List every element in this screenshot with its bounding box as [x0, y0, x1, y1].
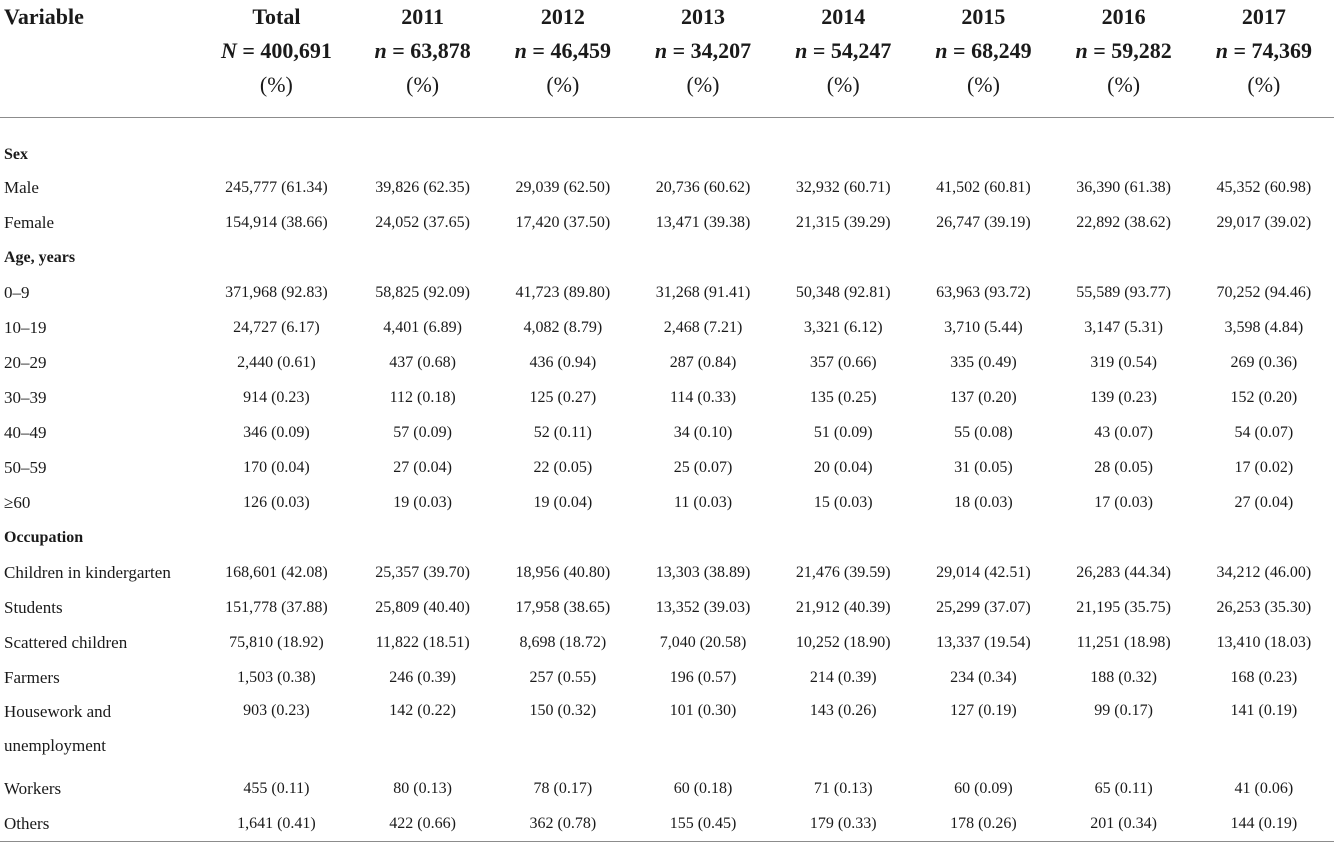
table-cell: 29,017 (39.02) [1216, 213, 1312, 231]
header-col-count [1194, 34, 1334, 68]
row-label: Workers [4, 778, 62, 798]
table-cell: 17,958 (38.65) [515, 598, 611, 616]
table-cell: 3,710 (5.44) [944, 318, 1023, 336]
table-cell: 155 (0.45) [633, 806, 773, 842]
table-cell: 357 (0.66) [809, 353, 877, 371]
table-cell: 25,357 (39.70) [375, 563, 470, 581]
table-row [0, 660, 1334, 695]
header-col-2012 [493, 0, 633, 118]
table-cell: 455 (0.11) [243, 779, 310, 797]
table-cell: 346 (0.09) [243, 423, 310, 441]
row-label: 50–59 [4, 457, 47, 477]
header-col-count [773, 34, 913, 68]
table-cell: 25 (0.07) [673, 458, 733, 476]
table-cell: 4,082 (8.79) [523, 318, 603, 336]
table-cell: 188 (0.32) [1090, 668, 1157, 686]
table-cell: 1,641 (0.41) [200, 806, 352, 842]
table-cell: 21,476 (39.59) [795, 563, 891, 581]
row-label: ≥60 [4, 492, 31, 512]
table-body [0, 118, 1334, 842]
table-cell: 71 (0.13) [813, 779, 873, 797]
table-cell: 11,822 (18.51) [375, 633, 470, 651]
table-cell: 21,912 (40.39) [795, 598, 891, 616]
table-cell: 63,963 (93.72) [936, 283, 1031, 301]
table-cell: 1,503 (0.38) [237, 668, 316, 686]
section-title: Age, years [4, 248, 76, 266]
table-cell: 41,502 (60.81) [936, 178, 1031, 196]
table-cell: 3,147 (5.31) [1084, 318, 1163, 336]
table-cell: 99 (0.17) [1094, 702, 1153, 719]
header-col-unit: (%) [259, 72, 293, 97]
table-cell: 201 (0.34) [1054, 806, 1194, 842]
header-col-unit: (%) [546, 72, 580, 97]
header-col-name: Total [252, 4, 301, 29]
row-label: Farmers [4, 667, 60, 687]
row-label: Others [0, 806, 200, 842]
table-cell: 914 (0.23) [243, 388, 310, 406]
header-col-2014 [773, 0, 913, 118]
table-cell: 178 (0.26) [913, 806, 1053, 842]
table-cell: 7,040 (20.58) [659, 633, 747, 651]
header-col-name: 2014 [821, 4, 866, 29]
section-title: Occupation [4, 528, 84, 546]
table-cell: 19 (0.03) [393, 493, 452, 511]
table-cell: 65 (0.11) [1094, 779, 1153, 797]
header-col-name: 2012 [540, 4, 585, 29]
table-cell: 152 (0.20) [1230, 388, 1298, 406]
table-cell: 144 (0.19) [1194, 806, 1334, 842]
table-cell: 3,598 (4.84) [1224, 318, 1304, 336]
table-cell: 27 (0.04) [393, 458, 452, 476]
row-label: Housework and unemployment [4, 702, 112, 755]
table-header [0, 0, 1334, 118]
table-cell: 25,809 (40.40) [375, 598, 470, 616]
header-col-count-symbol: n [374, 38, 387, 63]
table-cell: 29,014 (42.51) [936, 563, 1031, 581]
row-label: 40–49 [4, 422, 47, 442]
row-label: Scattered children [4, 632, 128, 652]
section-title: Sex [4, 146, 28, 163]
table-row [0, 590, 1334, 625]
table-cell: 24,727 (6.17) [233, 318, 320, 336]
section-row [0, 118, 1334, 171]
header-col-count [353, 34, 493, 68]
header-col-name: 2017 [1241, 4, 1286, 29]
table-cell: 28 (0.05) [1094, 458, 1153, 476]
header-col-count-value: = 68,249 [953, 38, 1032, 63]
table-cell: 80 (0.13) [393, 779, 452, 797]
header-col-unit: (%) [406, 72, 440, 97]
table-cell: 50,348 (92.81) [795, 283, 891, 301]
row-label: Male [4, 177, 39, 197]
table-cell: 57 (0.09) [393, 423, 452, 441]
table-cell: 11 (0.03) [673, 493, 733, 511]
table-cell: 24,052 (37.65) [375, 213, 470, 231]
table-cell: 11,251 (18.98) [1076, 633, 1171, 651]
header-col-count-value: = 34,207 [672, 38, 752, 63]
row-label: 10–19 [4, 317, 47, 337]
table-cell: 335 (0.49) [950, 353, 1017, 371]
table-cell: 29,039 (62.50) [515, 178, 611, 196]
table-cell: 141 (0.19) [1230, 702, 1298, 719]
header-col-count [1054, 34, 1194, 68]
header-col-unit: (%) [826, 72, 860, 97]
table-cell: 17 (0.03) [1094, 493, 1153, 511]
table-row [0, 450, 1334, 485]
header-col-count [913, 34, 1053, 68]
header-col-count-symbol: n [1075, 38, 1088, 63]
header-col-count-symbol: N [220, 38, 237, 63]
table-cell: 45,352 (60.98) [1216, 178, 1312, 196]
table-cell: 114 (0.33) [669, 388, 737, 406]
table-cell: 4,401 (6.89) [383, 318, 462, 336]
row-label: 0–9 [4, 282, 30, 302]
row-label: Children in kindergarten [4, 562, 171, 582]
row-label: 30–39 [4, 387, 47, 407]
table-row [0, 415, 1334, 450]
header-col-unit: (%) [686, 72, 720, 97]
table-cell: 13,303 (38.89) [655, 563, 751, 581]
header-col-count-value: = 63,878 [392, 38, 471, 63]
table-row [0, 380, 1334, 415]
table-row [0, 695, 1334, 771]
table-cell: 422 (0.66) [353, 806, 493, 842]
table-row [0, 806, 1334, 842]
header-col-count [493, 34, 633, 68]
table-row [0, 205, 1334, 240]
table-cell: 150 (0.32) [529, 702, 597, 719]
table-cell: 36,390 (61.38) [1076, 178, 1171, 196]
table-cell: 179 (0.33) [773, 806, 913, 842]
table-cell: 27 (0.04) [1234, 493, 1294, 511]
table-cell: 25,299 (37.07) [936, 598, 1031, 616]
table-cell: 362 (0.78) [493, 806, 633, 842]
header-col-unit: (%) [1247, 72, 1281, 97]
row-label: Students [4, 597, 63, 617]
header-col-count [200, 34, 352, 68]
table-cell: 41,723 (89.80) [515, 283, 611, 301]
table-cell: 8,698 (18.72) [519, 633, 607, 651]
table-cell: 22,892 (38.62) [1076, 213, 1171, 231]
table-cell: 13,471 (39.38) [655, 213, 751, 231]
header-row [0, 0, 1334, 118]
table-cell: 13,337 (19.54) [936, 633, 1031, 651]
row-label: Female [4, 212, 55, 232]
header-variable-label: Variable [4, 4, 84, 29]
table-cell: 18 (0.03) [954, 493, 1013, 511]
table-cell: 26,283 (44.34) [1076, 563, 1171, 581]
table-cell: 43 (0.07) [1094, 423, 1153, 441]
table-cell: 15 (0.03) [813, 493, 873, 511]
table-cell: 143 (0.26) [809, 702, 877, 719]
table-cell: 101 (0.30) [669, 702, 737, 719]
table-cell: 257 (0.55) [529, 668, 597, 686]
header-col-2011 [353, 0, 493, 118]
table-cell: 60 (0.18) [673, 779, 733, 797]
table-cell: 21,195 (35.75) [1076, 598, 1171, 616]
table-cell: 196 (0.57) [669, 668, 737, 686]
header-col-count-value: = 54,247 [812, 38, 892, 63]
table-cell: 245,777 (61.34) [225, 178, 328, 196]
row-label: 20–29 [4, 352, 47, 372]
table-cell: 26,253 (35.30) [1216, 598, 1312, 616]
header-col-unit: (%) [1107, 72, 1141, 97]
table-cell: 2,440 (0.61) [237, 353, 316, 371]
header-col-name: 2011 [401, 4, 445, 29]
table-cell: 371,968 (92.83) [225, 283, 328, 301]
table-row [0, 625, 1334, 660]
table-cell: 3,321 (6.12) [803, 318, 883, 336]
table-cell: 20 (0.04) [813, 458, 873, 476]
table-cell: 2,468 (7.21) [663, 318, 743, 336]
header-col-name: 2016 [1101, 4, 1146, 29]
table-row [0, 310, 1334, 345]
table-cell: 51 (0.09) [813, 423, 873, 441]
table-cell: 319 (0.54) [1090, 353, 1157, 371]
table-cell: 19 (0.04) [533, 493, 593, 511]
table-cell: 151,778 (37.88) [225, 598, 328, 616]
table-cell: 41 (0.06) [1234, 779, 1294, 797]
table-cell: 17 (0.02) [1234, 458, 1294, 476]
header-col-count-symbol: n [795, 38, 808, 63]
table-cell: 234 (0.34) [950, 668, 1017, 686]
table-cell: 20,736 (60.62) [655, 178, 751, 196]
table-cell: 52 (0.11) [533, 423, 592, 441]
table-cell: 58,825 (92.09) [375, 283, 470, 301]
table-cell: 135 (0.25) [809, 388, 877, 406]
table-cell: 55 (0.08) [954, 423, 1013, 441]
table-cell: 125 (0.27) [529, 388, 597, 406]
table-cell: 26,747 (39.19) [936, 213, 1031, 231]
table-cell: 34 (0.10) [673, 423, 733, 441]
header-col-count-symbol: n [935, 38, 948, 63]
table-row [0, 170, 1334, 205]
section-row [0, 240, 1334, 275]
table-cell: 39,826 (62.35) [375, 178, 470, 196]
header-col-2016 [1054, 0, 1194, 118]
table-cell: 17,420 (37.50) [515, 213, 611, 231]
header-col-count-symbol: n [1215, 38, 1228, 63]
table-cell: 142 (0.22) [389, 702, 456, 719]
table-cell: 31,268 (91.41) [655, 283, 751, 301]
table-row [0, 345, 1334, 380]
header-variable [0, 0, 200, 118]
table-cell: 903 (0.23) [243, 702, 310, 719]
table-cell: 75,810 (18.92) [229, 633, 324, 651]
table-row [0, 771, 1334, 806]
section-row [0, 520, 1334, 555]
table-cell: 32,932 (60.71) [795, 178, 891, 196]
table-cell: 154,914 (38.66) [225, 213, 328, 231]
header-col-2017 [1194, 0, 1334, 118]
table-cell: 139 (0.23) [1090, 388, 1157, 406]
table-cell: 170 (0.04) [243, 458, 310, 476]
table-cell: 55,589 (93.77) [1076, 283, 1171, 301]
table-cell: 21,315 (39.29) [795, 213, 891, 231]
header-col-count-value: = 400,691 [242, 38, 332, 63]
header-col-count [633, 34, 773, 68]
table-cell: 269 (0.36) [1230, 353, 1298, 371]
table-cell: 13,410 (18.03) [1216, 633, 1312, 651]
header-col-count-value: = 46,459 [532, 38, 611, 63]
header-col-name: 2013 [681, 4, 726, 29]
header-col-count-symbol: n [654, 38, 668, 63]
table-cell: 34,212 (46.00) [1216, 563, 1312, 581]
header-col-2015 [913, 0, 1053, 118]
table-cell: 70,252 (94.46) [1216, 283, 1312, 301]
header-col-count-value: = 59,282 [1093, 38, 1172, 63]
header-col-unit: (%) [966, 72, 1000, 97]
table-row [0, 555, 1334, 590]
header-col-2013 [633, 0, 773, 118]
table-cell: 246 (0.39) [389, 668, 456, 686]
table-cell: 54 (0.07) [1234, 423, 1294, 441]
table-cell: 18,956 (40.80) [515, 563, 611, 581]
table-cell: 168 (0.23) [1230, 668, 1298, 686]
table-cell: 31 (0.05) [954, 458, 1013, 476]
table-cell: 137 (0.20) [950, 388, 1017, 406]
header-col-total [200, 0, 352, 118]
table-row [0, 485, 1334, 520]
header-col-name: 2015 [961, 4, 1006, 29]
table-row [0, 275, 1334, 310]
table-cell: 127 (0.19) [950, 702, 1017, 719]
table-cell: 436 (0.94) [529, 353, 597, 371]
header-col-count-value: = 74,369 [1233, 38, 1313, 63]
table-cell: 437 (0.68) [389, 353, 456, 371]
table-cell: 10,252 (18.90) [795, 633, 891, 651]
table-cell: 168,601 (42.08) [225, 563, 328, 581]
table-cell: 78 (0.17) [533, 779, 593, 797]
table-cell: 112 (0.18) [389, 388, 456, 406]
table-cell: 287 (0.84) [669, 353, 737, 371]
header-col-count-symbol: n [514, 38, 527, 63]
table-cell: 13,352 (39.03) [655, 598, 751, 616]
table-cell: 214 (0.39) [809, 668, 877, 686]
table-cell: 60 (0.09) [954, 779, 1013, 797]
table-cell: 22 (0.05) [533, 458, 593, 476]
table-cell: 126 (0.03) [243, 493, 310, 511]
